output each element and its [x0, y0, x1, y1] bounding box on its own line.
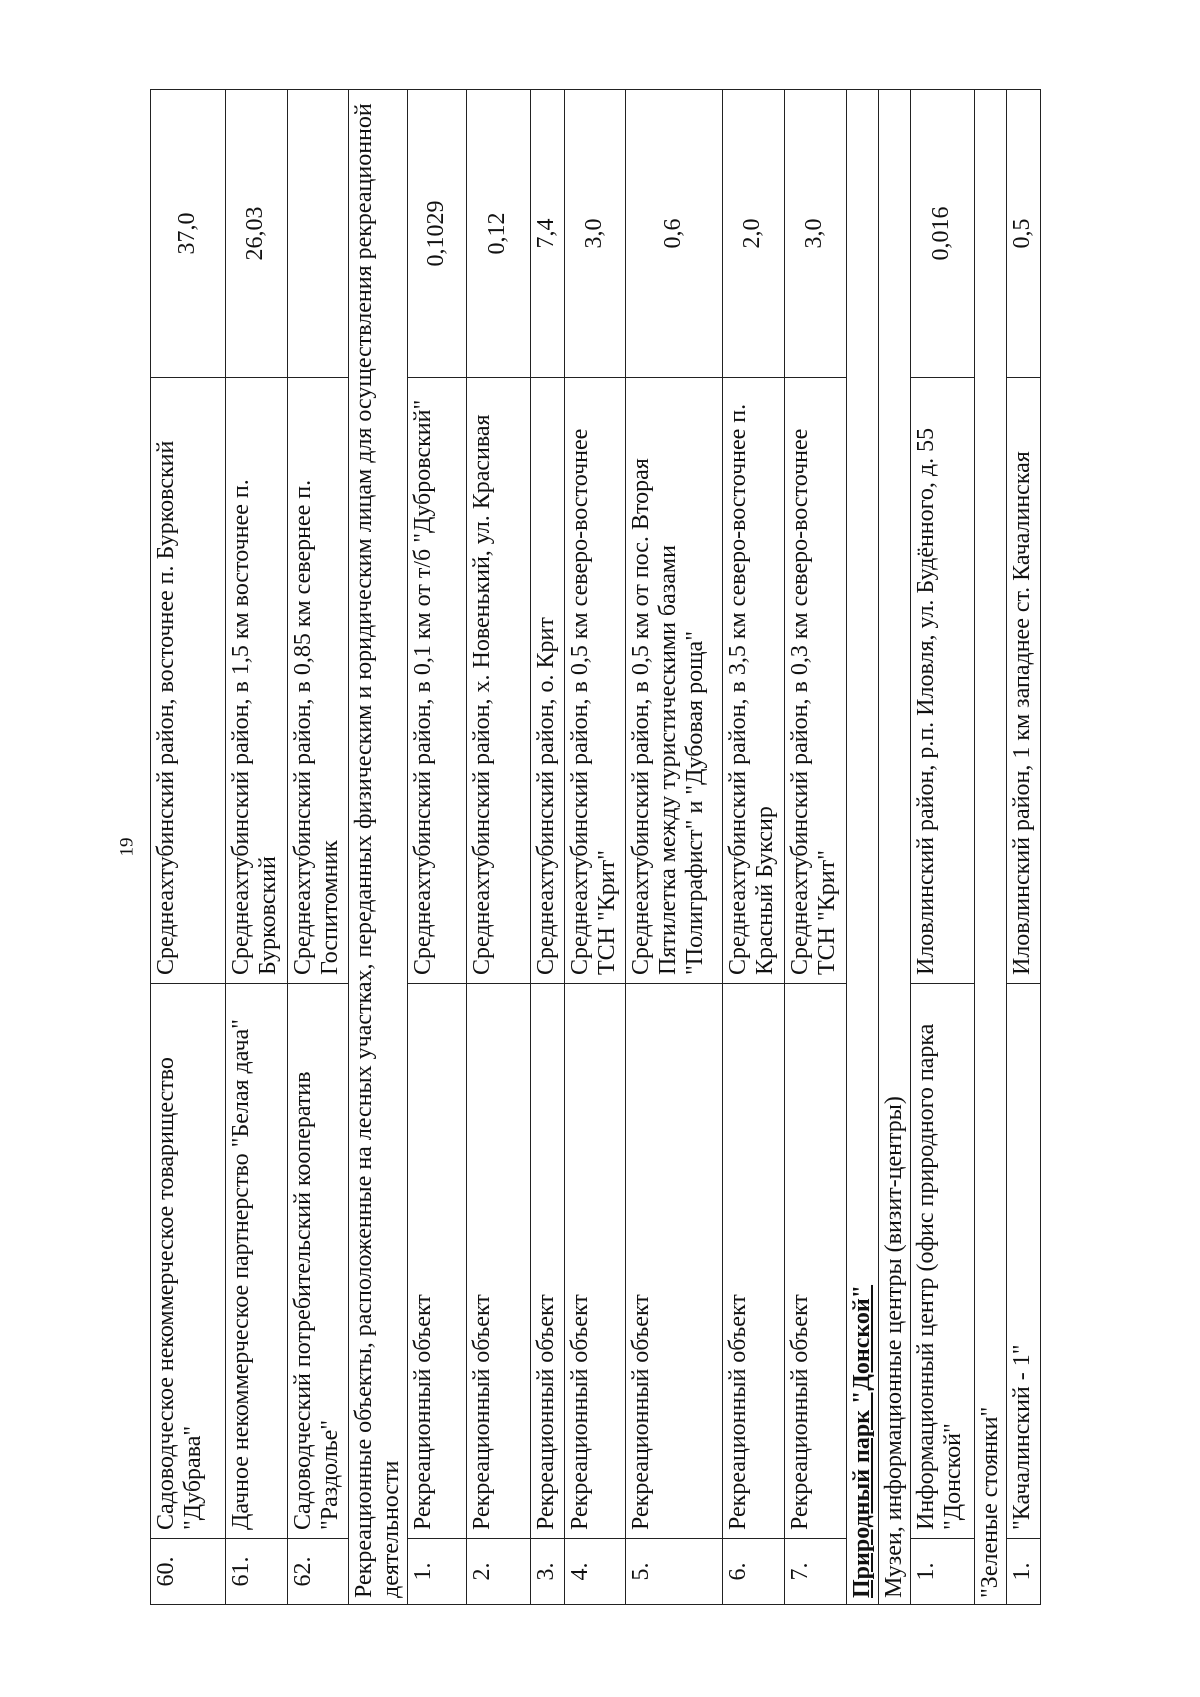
object-location: Иловлинский район, р.п. Иловля, ул. Будённого, д. 55 — [911, 378, 975, 984]
object-location: Иловлинский район, 1 км западнее ст. Качалинская — [1007, 378, 1041, 984]
object-area: 26,03 — [226, 90, 288, 378]
section-row — [847, 90, 879, 1605]
object-location: Среднеахтубинский район, в 0,85 км севернее п. Госпитомник — [288, 378, 349, 984]
object-location: Среднеахтубинский район, в 3,5 км северо-восточнее п. Красный Буксир — [723, 378, 785, 984]
object-area: 0,6 — [626, 90, 723, 378]
table-row — [226, 90, 288, 1605]
object-name: Рекреационный объект — [785, 984, 847, 1539]
object-name: Информационный центр (офис природного парка "Донской" — [911, 984, 975, 1539]
table-row — [565, 90, 626, 1605]
object-location: Среднеахтубинский район, в 0,3 км северо-восточнее ТСН "Крит" — [785, 378, 847, 984]
table-row — [288, 90, 349, 1605]
object-name: Садоводческий потребительский кооператив "Раздолье" — [288, 984, 349, 1539]
table-row — [626, 90, 723, 1605]
row-number: 2. — [467, 1539, 531, 1605]
row-number: 3. — [531, 1539, 565, 1605]
section-title-park: Природный парк "Донской" — [847, 90, 879, 1605]
object-area: 0,1029 — [408, 90, 467, 378]
row-number: 4. — [565, 1539, 626, 1605]
object-area: 0,12 — [467, 90, 531, 378]
section-row — [975, 90, 1007, 1605]
object-area: 2,0 — [723, 90, 785, 378]
object-area: 37,0 — [151, 90, 226, 378]
row-number: 60. — [151, 1539, 226, 1605]
object-location: Среднеахтубинский район, о. Крит — [531, 378, 565, 984]
section-title-green: "Зеленые стоянки" — [975, 90, 1007, 1605]
table-row — [911, 90, 975, 1605]
object-name: Рекреационный объект — [723, 984, 785, 1539]
row-number: 1. — [911, 1539, 975, 1605]
object-name: Садоводческое некоммерческое товарищество "Дубрава" — [151, 984, 226, 1539]
object-name: Рекреационный объект — [626, 984, 723, 1539]
object-area: 3,0 — [565, 90, 626, 378]
table-row — [151, 90, 226, 1605]
row-number: 7. — [785, 1539, 847, 1605]
table-row — [408, 90, 467, 1605]
row-number: 6. — [723, 1539, 785, 1605]
row-number: 61. — [226, 1539, 288, 1605]
object-area: 0,5 — [1007, 90, 1041, 378]
object-area: 7,4 — [531, 90, 565, 378]
object-location: Среднеахтубинский район, в 0,5 км северо-восточнее ТСН "Крит" — [565, 378, 626, 984]
object-area: 0,016 — [911, 90, 975, 378]
row-number: 1. — [1007, 1539, 1041, 1605]
page-number: 19 — [116, 837, 138, 857]
objects-table — [150, 89, 1041, 1605]
rotated-table-sheet — [150, 90, 1040, 1605]
object-name: Рекреационный объект — [408, 984, 467, 1539]
object-name: Рекреационный объект — [531, 984, 565, 1539]
object-name: Рекреационный объект — [467, 984, 531, 1539]
section-row — [349, 90, 408, 1605]
section-row — [879, 90, 911, 1605]
object-area: 3,0 — [785, 90, 847, 378]
object-name: Дачное некоммерческое партнерство "Белая дача" — [226, 984, 288, 1539]
object-location: Среднеахтубинский район, восточнее п. Бурковский — [151, 378, 226, 984]
table-row — [785, 90, 847, 1605]
object-name: Рекреационный объект — [565, 984, 626, 1539]
table-row — [531, 90, 565, 1605]
object-location: Среднеахтубинский район, в 0,5 км от пос. Вторая Пятилетка между туристическими базами "Полиграфист" и "Дубовая роща" — [626, 378, 723, 984]
row-number: 1. — [408, 1539, 467, 1605]
section-title-recreational: Рекреационные объекты, расположенные на лесных участках, переданных физическим и юридическим лицам для осуществления рекреационной деятельности — [349, 90, 408, 1605]
object-area — [288, 90, 349, 378]
table-row — [723, 90, 785, 1605]
table-row — [467, 90, 531, 1605]
section-title-museums: Музеи, информационные центры (визит-центры) — [879, 90, 911, 1605]
object-location: Среднеахтубинский район, в 0,1 км от т/б "Дубровский" — [408, 378, 467, 984]
object-location: Среднеахтубинский район, в 1,5 км восточнее п. Бурковский — [226, 378, 288, 984]
object-name: "Качалинский - 1" — [1007, 984, 1041, 1539]
table-row — [1007, 90, 1041, 1605]
object-location: Среднеахтубинский район, х. Новенький, ул. Красивая — [467, 378, 531, 984]
row-number: 5. — [626, 1539, 723, 1605]
row-number: 62. — [288, 1539, 349, 1605]
